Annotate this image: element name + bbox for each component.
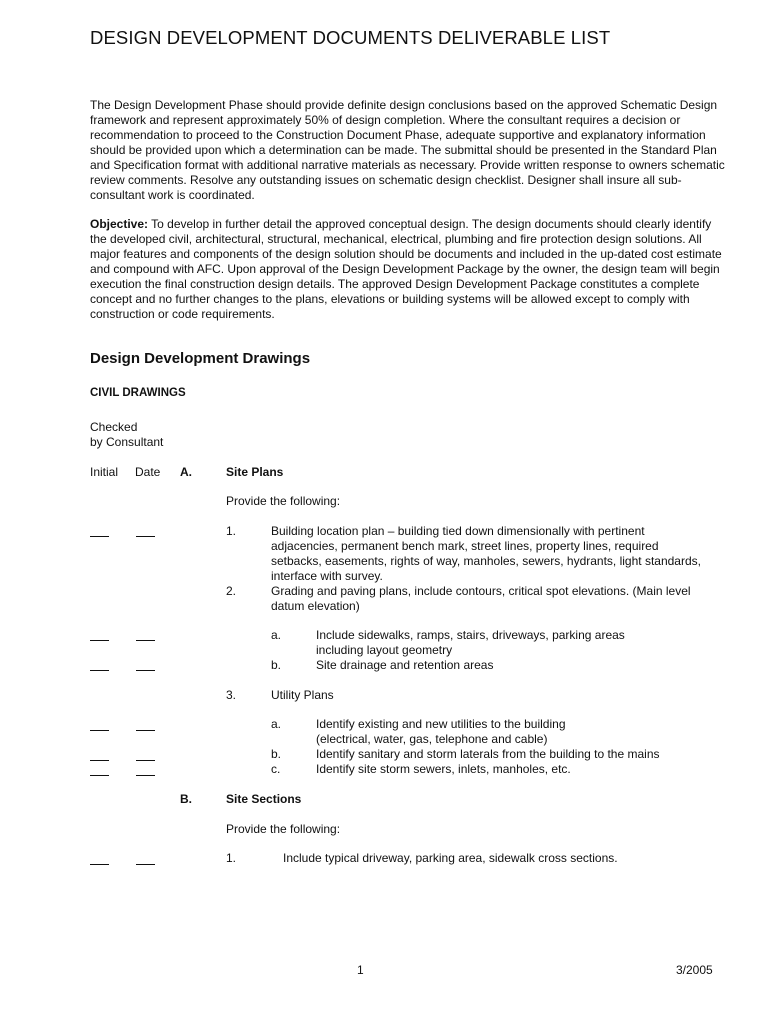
item-a2b-line: Site drainage and retention areas xyxy=(316,658,494,672)
item-a3a-line: (electrical, water, gas, telephone and cable) xyxy=(316,732,548,746)
by-consultant-label: by Consultant xyxy=(90,435,164,449)
item-a3a-letter: a. xyxy=(271,717,282,731)
item-a2a-line: including layout geometry xyxy=(316,643,453,657)
item-b1-line: Include typical driveway, parking area, sidewalk cross sections. xyxy=(283,851,618,865)
date-blank[interactable] xyxy=(136,760,155,761)
date-column-header: Date xyxy=(135,465,161,479)
item-a2-line: Grading and paving plans, include contours, critical spot elevations. (Main level xyxy=(271,584,691,598)
intro-text: The Design Development Phase should provide definite design conclusions based on the approved Schematic Design framework and represent approximately 50% of design completion. Where the consultant requires a decision or recommendation to proceed to the Construction Document Phase, adequate supportive and explanatory information should be provided upon which a determination can be made. The submittal should be presented in the Standard Plan and Specification format with additional narrative materials as necessary. Provide written response to owners schematic review comments. Resolve any outstanding issues on schematic design checklist. Designer shall insure all sub-consultant work is coordinated. xyxy=(90,98,725,202)
item-a3-number: 3. xyxy=(226,688,237,702)
document-title: DESIGN DEVELOPMENT DOCUMENTS DELIVERABLE LIST xyxy=(90,27,611,48)
intro-paragraph xyxy=(90,98,726,203)
item-a1-line: adjacencies, permanent bench mark, street lines, property lines, required xyxy=(271,539,659,553)
item-a1-line: setbacks, easements, rights of way, manholes, sewers, hydrants, light standards, xyxy=(271,554,701,568)
item-a1-line: Building location plan – building tied down dimensionally with pertinent xyxy=(271,524,645,538)
item-a3a-line: Identify existing and new utilities to the building xyxy=(316,717,566,731)
section-a-title: Site Plans xyxy=(226,465,284,479)
item-a1-line: interface with survey. xyxy=(271,569,383,583)
initial-blank[interactable] xyxy=(90,670,109,671)
date-blank[interactable] xyxy=(136,670,155,671)
section-heading: Design Development Drawings xyxy=(90,350,311,367)
initial-blank[interactable] xyxy=(90,640,109,641)
date-blank[interactable] xyxy=(136,730,155,731)
objective-label: Objective: xyxy=(90,217,149,231)
date-blank[interactable] xyxy=(136,536,155,537)
initial-blank[interactable] xyxy=(90,775,109,776)
item-a3c-letter: c. xyxy=(271,762,281,776)
initial-blank[interactable] xyxy=(90,760,109,761)
item-a1-number: 1. xyxy=(226,524,237,538)
initial-column-header: Initial xyxy=(90,465,119,479)
item-a2a-letter: a. xyxy=(271,628,282,642)
checked-label: Checked xyxy=(90,420,138,434)
objective-text: To develop in further detail the approved conceptual design. The design documents should clearly identify the developed civil, architectural, structural, mechanical, electrical, plumbing and fire protection design solutions. All major features and components of the design solution should be documents and included in the up-dated cost estimate and compound with AFC. Upon approval of the Design Development Package by the owner, the design team will begin execution the final construction design details. The approved Design Development Package constitutes a complete concept and no further changes to the plans, elevations or building systems will be allowed except to comply with construction or code requirements. xyxy=(90,217,722,321)
item-a2b-letter: b. xyxy=(271,658,282,672)
item-a2-line: datum elevation) xyxy=(271,599,360,613)
item-a3c-line: Identify site storm sewers, inlets, manholes, etc. xyxy=(316,762,571,776)
initial-blank[interactable] xyxy=(90,864,109,865)
section-b-title: Site Sections xyxy=(226,792,302,806)
section-b-letter: B. xyxy=(180,792,192,806)
item-a3b-letter: b. xyxy=(271,747,282,761)
section-b-provide: Provide the following: xyxy=(226,822,341,836)
page-number: 1 xyxy=(357,963,364,977)
footer-date: 3/2005 xyxy=(676,963,713,977)
section-a-letter: A. xyxy=(180,465,192,479)
item-a3b-line: Identify sanitary and storm laterals from the building to the mains xyxy=(316,747,660,761)
item-b1-number: 1. xyxy=(226,851,237,865)
date-blank[interactable] xyxy=(136,775,155,776)
date-blank[interactable] xyxy=(136,864,155,865)
objective-paragraph xyxy=(90,217,726,322)
initial-blank[interactable] xyxy=(90,536,109,537)
date-blank[interactable] xyxy=(136,640,155,641)
item-a2a-line: Include sidewalks, ramps, stairs, driveways, parking areas xyxy=(316,628,625,642)
civil-drawings-heading: CIVIL DRAWINGS xyxy=(90,387,186,399)
section-a-provide: Provide the following: xyxy=(226,494,341,508)
item-a2-number: 2. xyxy=(226,584,237,598)
item-a3-line: Utility Plans xyxy=(271,688,334,702)
initial-blank[interactable] xyxy=(90,730,109,731)
